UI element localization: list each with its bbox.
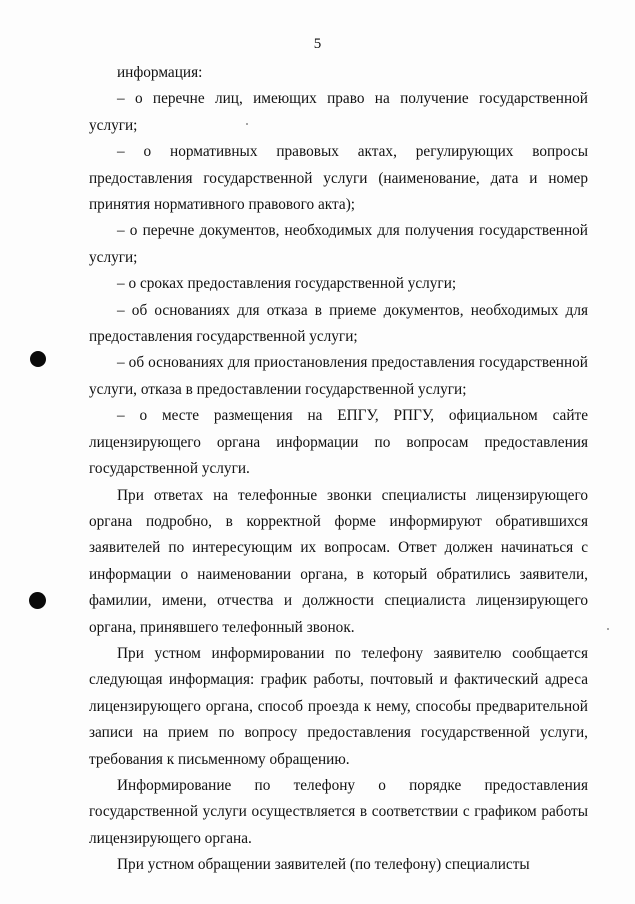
list-item: – об основаниях для приостановления предоставления государственной услуги, отказа в предоставлении государственной услуги; [89,354,588,398]
intro-line: информация: [117,64,203,81]
paragraph: При устном информировании по телефону заявителю сообщается следующая информация: график работы, почтовый и фактический адреса лицензирующего органа, способ проезда к нему, способы предварительной записи на прием по вопросу предоставления государственной услуги, требования к письменному обращению. [89,644,588,768]
list-item: – о сроках предоставления государственной услуги; [117,275,457,293]
list-item: – о перечне лиц, имеющих право на получение государственной услуги; [89,90,588,134]
paragraph: При устном обращении заявителей (по телефону) специалисты [117,856,530,874]
page-number: 5 [313,36,322,52]
paragraph: При ответах на телефонные звонки специалисты лицензирующего органа подробно, в корректной форме информируют обратившихся заявителей по интересующим их вопросам. Ответ должен начинаться с информации о наименовании органа, в который обратились заявители, фамилии, имени, отчества и должности специалиста лицензирующего органа, принявшего телефонный звонок. [89,486,588,636]
list-item: – о месте размещения на ЕПГУ, РПГУ, официальном сайте лицензирующего органа информации по вопросам предоставления государственной услуги. [89,407,588,478]
binder-hole-bottom [29,592,46,609]
list-item: – о нормативных правовых актах, регулирующих вопросы предоставления государственной услуги (наименование, дата и номер принятия нормативного правового акта); [89,143,588,214]
binder-hole-top [30,351,46,367]
body-text [89,60,588,879]
paragraph: Информирование по телефону о порядке предоставления государственной услуги осуществляется в соответствии с графиком работы лицензирующего органа. [89,776,588,847]
list-item: – о перечне документов, необходимых для получения государственной услуги; [89,222,588,266]
list-item: – об основаниях для отказа в приеме документов, необходимых для предоставления государственной услуги; [89,301,588,346]
scan-speck [607,628,609,630]
